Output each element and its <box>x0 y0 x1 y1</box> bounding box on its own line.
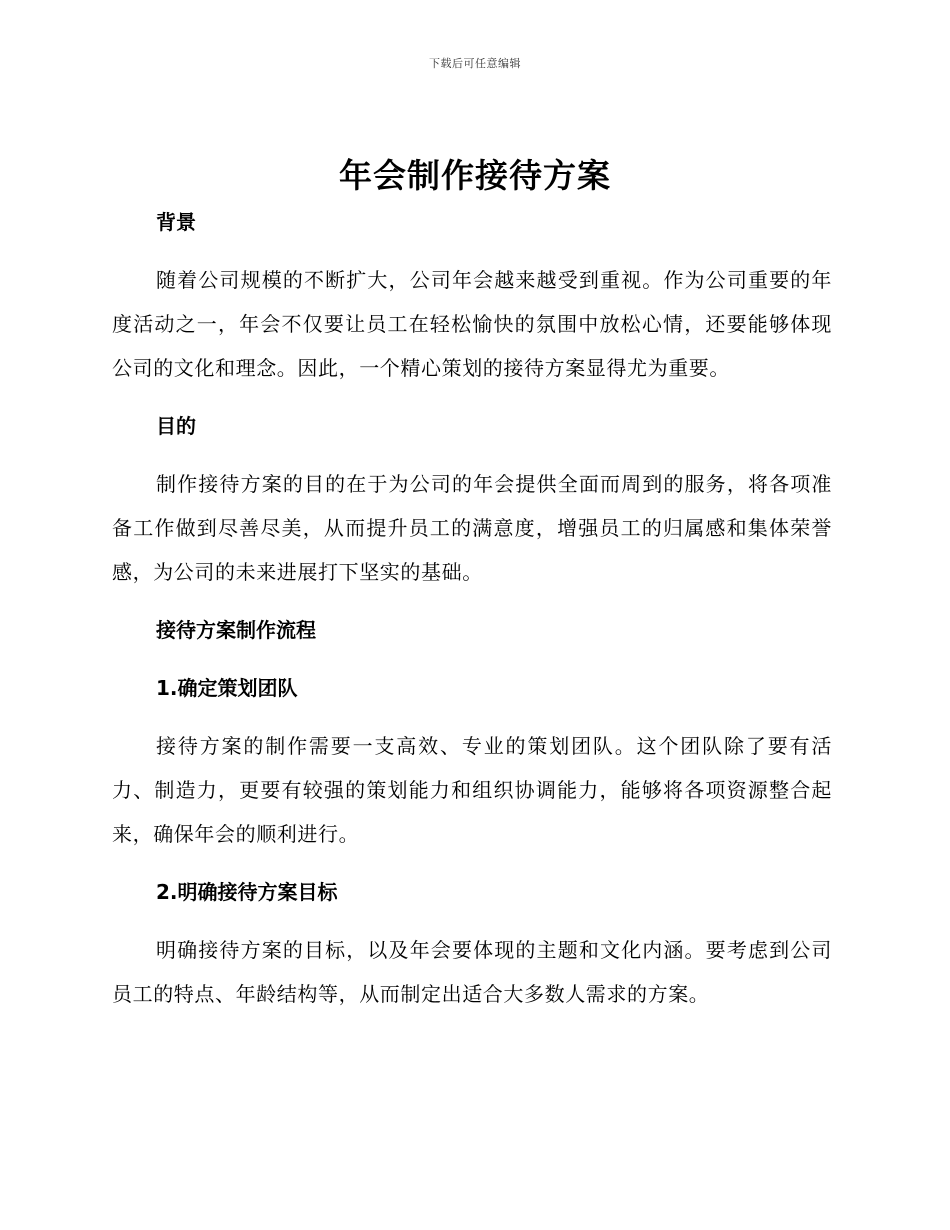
section-heading-background: 背景 <box>156 210 196 234</box>
document-title: 年会制作接待方案 <box>339 156 611 195</box>
section-heading-team: 1.确定策划团队 <box>156 676 298 700</box>
section-heading-process: 接待方案制作流程 <box>156 618 316 642</box>
section-paragraph-purpose: 制作接待方案的目的在于为公司的年会提供全面而周到的服务，将各项准备工作做到尽善尽美，从而提升员工的满意度，增强员工的归属感和集体荣誉感，为公司的未来进展打下坚实的基础。 <box>112 472 832 584</box>
section-paragraph-goal: 明确接待方案的目标，以及年会要体现的主题和文化内涵。要考虑到公司员工的特点、年龄结构等，从而制定出适合大多数人需求的方案。 <box>112 938 832 1006</box>
section-paragraph-team: 接待方案的制作需要一支高效、专业的策划团队。这个团队除了要有活力、制造力，更要有较强的策划能力和组织协调能力，能够将各项资源整合起来，确保年会的顺利进行。 <box>112 734 832 846</box>
section-heading-purpose: 目的 <box>156 414 196 438</box>
header-note: 下载后可任意编辑 <box>429 57 521 70</box>
document-body <box>112 200 832 1016</box>
section-paragraph-background: 随着公司规模的不断扩大，公司年会越来越受到重视。作为公司重要的年度活动之一，年会不仅要让员工在轻松愉快的氛围中放松心情，还要能够体现公司的文化和理念。因此，一个精心策划的接待方案显得尤为重要。 <box>112 268 832 380</box>
section-heading-goal: 2.明确接待方案目标 <box>156 880 338 904</box>
